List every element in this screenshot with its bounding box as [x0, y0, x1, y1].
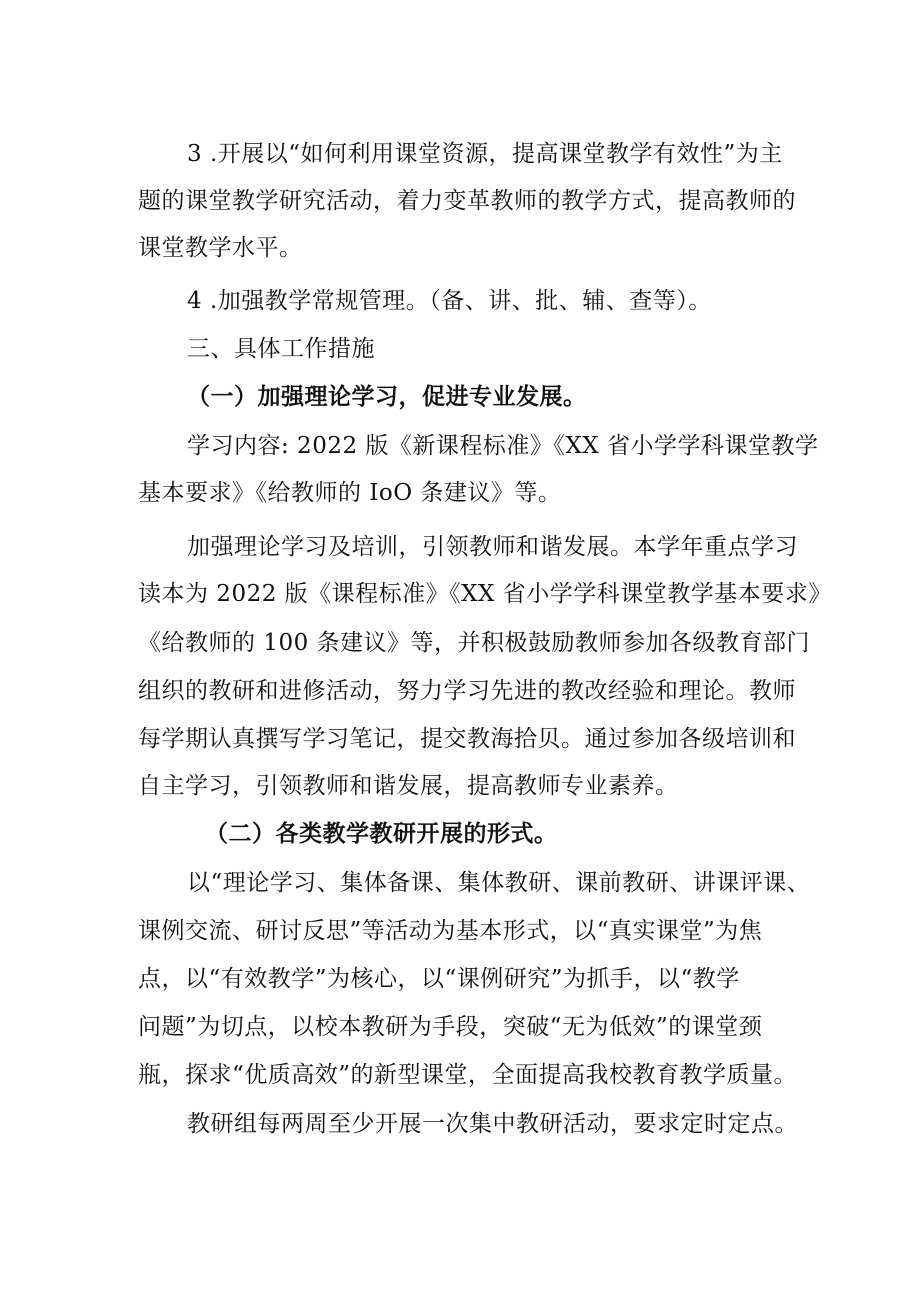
paragraph-line: 课例交流、研讨反思”等活动为基本形式，以“真实课堂”为焦: [138, 918, 763, 944]
item-3-line-1: 3 .开展以“如何利用课堂资源，提高课堂教学有效性”为主: [187, 141, 783, 167]
item-3-line-2: 题的课堂教学研究活动，着力变革教师的教学方式，提高教师的: [138, 188, 796, 214]
section-3-heading: 三、具体工作措施: [187, 336, 375, 362]
paragraph-line: 每学期认真撰写学习笔记，提交教海拾贝。通过参加各级培训和: [138, 726, 796, 752]
paragraph-line: 组织的教研和进修活动，努力学习先进的教改经验和理论。教师: [138, 678, 796, 704]
paragraph-line: 《给教师的 100 条建议》等，并积极鼓励教师参加各级教育部门: [138, 630, 811, 656]
paragraph-line: 自主学习，引领教师和谐发展，提高教师专业素养。: [138, 773, 679, 799]
item-4: 4 .加强教学常规管理。（备、讲、批、辅、查等）。: [187, 288, 712, 314]
paragraph-line: 加强理论学习及培训，引领教师和谐发展。本学年重点学习: [187, 534, 798, 560]
paragraph-line: 以“理论学习、集体备课、集体教研、课前教研、讲课评课、: [187, 870, 811, 896]
subsection-1-heading: （一）加强理论学习，促进专业发展。: [187, 383, 587, 410]
subsection-2-heading: （二）各类教学教研开展的形式。: [205, 820, 558, 847]
study-content-line-1: 学习内容: 2022 版《新课程标准》《XX 省小学学科课堂教学: [187, 433, 819, 459]
paragraph-line: 瓶，探求“优质高效”的新型课堂，全面提高我校教育教学质量。: [138, 1062, 798, 1088]
paragraph-line: 点，以“有效教学”为核心，以“课例研究”为抓手，以“教学: [138, 966, 740, 992]
item-3-line-3: 课堂教学水平。: [138, 235, 303, 261]
study-content-line-2: 基本要求》《给教师的 IoO 条建议》等。: [138, 480, 562, 506]
paragraph-last-line: 教研组每两周至少开展一次集中教研活动，要求定时定点。: [187, 1111, 798, 1137]
paragraph-line: 读本为 2022 版《课程标准》《XX 省小学学科课堂教学基本要求》: [138, 581, 832, 607]
paragraph-line: 问题”为切点，以校本教研为手段，突破“无为低效”的课堂颈: [138, 1014, 763, 1040]
